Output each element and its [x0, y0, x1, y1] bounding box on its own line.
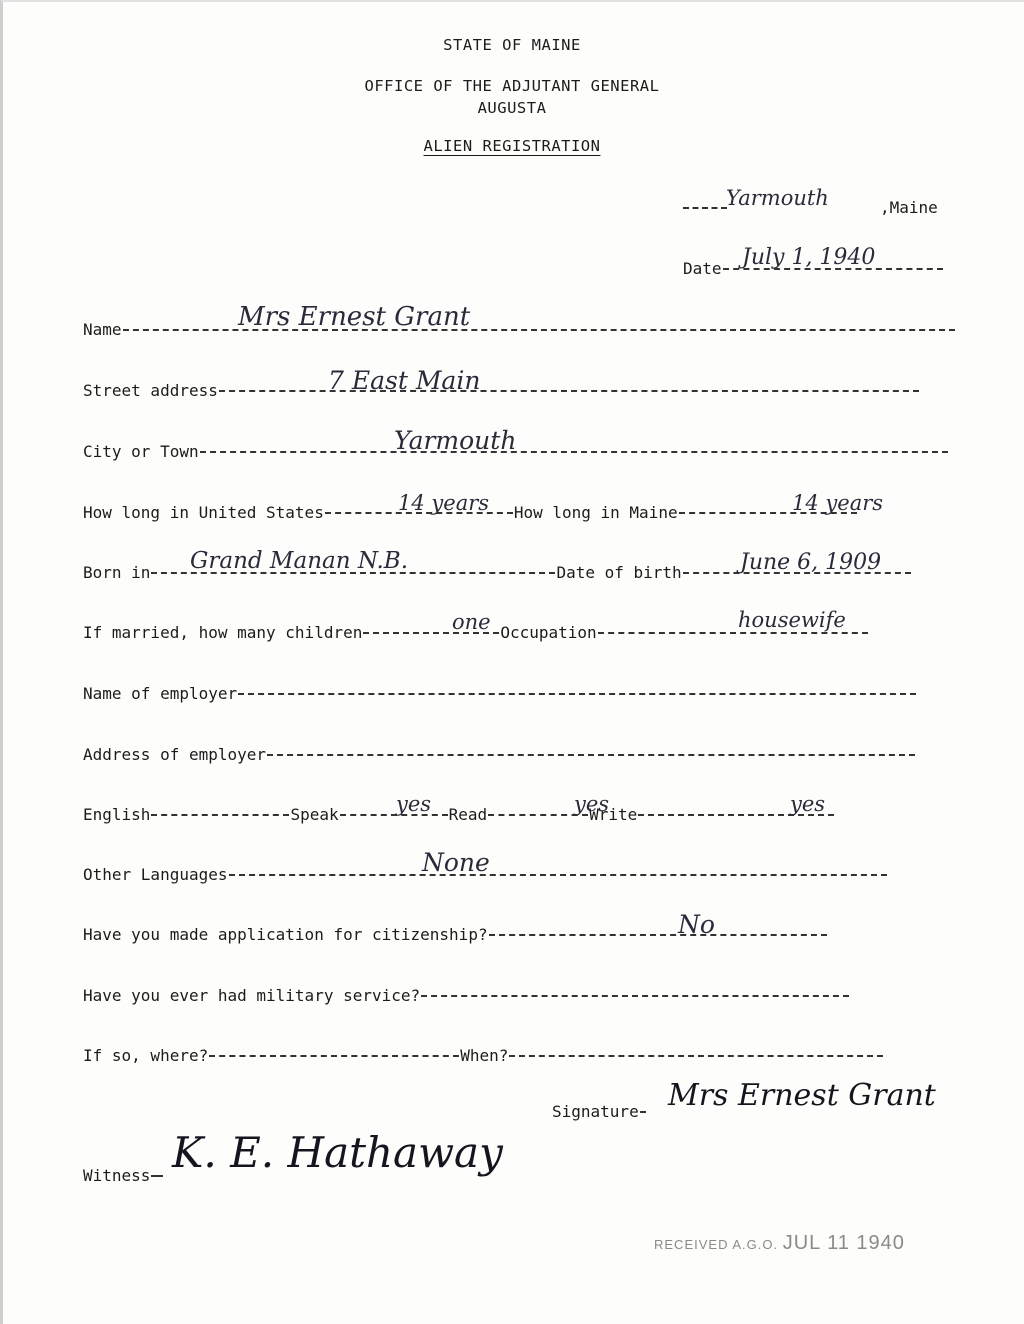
signature-value: Mrs Ernest Grant: [668, 1078, 936, 1113]
children-value: one: [452, 610, 491, 634]
leader-dots: [209, 1055, 459, 1057]
leader-dots: [509, 1055, 883, 1057]
leader-dots: [598, 632, 868, 634]
languages-value: None: [422, 848, 490, 877]
when-label: When?: [460, 1046, 509, 1065]
citizenship-line: [83, 925, 828, 944]
leader-dots: [267, 754, 915, 756]
employer-address-line: [83, 745, 916, 764]
maine-value: 14 years: [792, 491, 884, 515]
born-label: Born in: [83, 563, 151, 582]
witness-line: [83, 1166, 164, 1185]
stamp-text: RECEIVED A.G.O.: [654, 1237, 779, 1252]
street-line: [83, 381, 920, 400]
us-label: How long in United States: [83, 503, 324, 522]
citizenship-label: Have you made application for citizenship?: [83, 925, 488, 944]
city-heading: AUGUSTA: [477, 99, 547, 117]
employer-address-label: Address of employer: [83, 745, 267, 764]
languages-label: Other Languages: [83, 865, 228, 884]
write-value: yes: [790, 792, 826, 816]
maine-label: How long in Maine: [513, 503, 678, 522]
write-label: Write: [589, 805, 638, 824]
leader-dots: [340, 814, 448, 816]
city-label: City or Town: [83, 442, 199, 461]
name-value: Mrs Ernest Grant: [238, 302, 471, 332]
name-label: Name: [83, 320, 122, 339]
place-value: Yarmouth: [726, 186, 829, 210]
witness-label: Witness: [83, 1166, 151, 1185]
speak-value: yes: [396, 792, 432, 816]
read-value: yes: [574, 792, 610, 816]
date-value: July 1, 1940: [742, 245, 876, 270]
received-stamp: [654, 1232, 905, 1255]
employer-label: Name of employer: [83, 684, 238, 703]
us-value: 14 years: [398, 491, 490, 515]
english-label: English: [83, 805, 151, 824]
leader-dots: [489, 934, 827, 936]
occupation-value: housewife: [738, 608, 846, 632]
office-heading: OFFICE OF THE ADJUTANT GENERAL: [364, 77, 660, 95]
where-line: [83, 1046, 884, 1065]
signature-label: Signature: [552, 1102, 639, 1121]
form-title: ALIEN REGISTRATION: [423, 137, 601, 155]
leader-dots: [683, 207, 727, 209]
place-label: ,Maine: [880, 198, 938, 217]
leader-dots: [151, 814, 289, 816]
leader-dots: [219, 390, 919, 392]
employer-line: [83, 684, 917, 703]
english-line: [83, 805, 835, 824]
military-label: Have you ever had military service?: [83, 986, 421, 1005]
military-line: [83, 986, 850, 1005]
leader-dots: [151, 1175, 163, 1177]
city-value: Yarmouth: [394, 426, 517, 455]
where-label: If so, where?: [83, 1046, 209, 1065]
date-label: Date: [683, 259, 722, 278]
read-label: Read: [448, 805, 488, 824]
street-label: Street address: [83, 381, 218, 400]
children-label: If married, how many children: [83, 623, 363, 642]
leader-dots: [640, 1111, 646, 1113]
dob-label: Date of birth: [556, 563, 682, 582]
leader-dots: [229, 874, 887, 876]
leader-dots: [421, 995, 849, 997]
leader-dots: [238, 693, 916, 695]
occupation-label: Occupation: [500, 623, 597, 642]
witness-signature: K. E. Hathaway: [172, 1128, 503, 1177]
name-line: [83, 320, 956, 339]
born-value: Grand Manan N.B.: [190, 548, 409, 574]
signature-line: [552, 1102, 647, 1121]
dob-value: June 6, 1909: [740, 550, 882, 575]
stamp-date: JUL 11 1940: [782, 1232, 905, 1254]
leader-dots: [200, 451, 948, 453]
street-value: 7 East Main: [328, 366, 481, 395]
speak-label: Speak: [290, 805, 339, 824]
citizenship-value: No: [678, 910, 715, 939]
state-heading: STATE OF MAINE: [443, 36, 581, 54]
